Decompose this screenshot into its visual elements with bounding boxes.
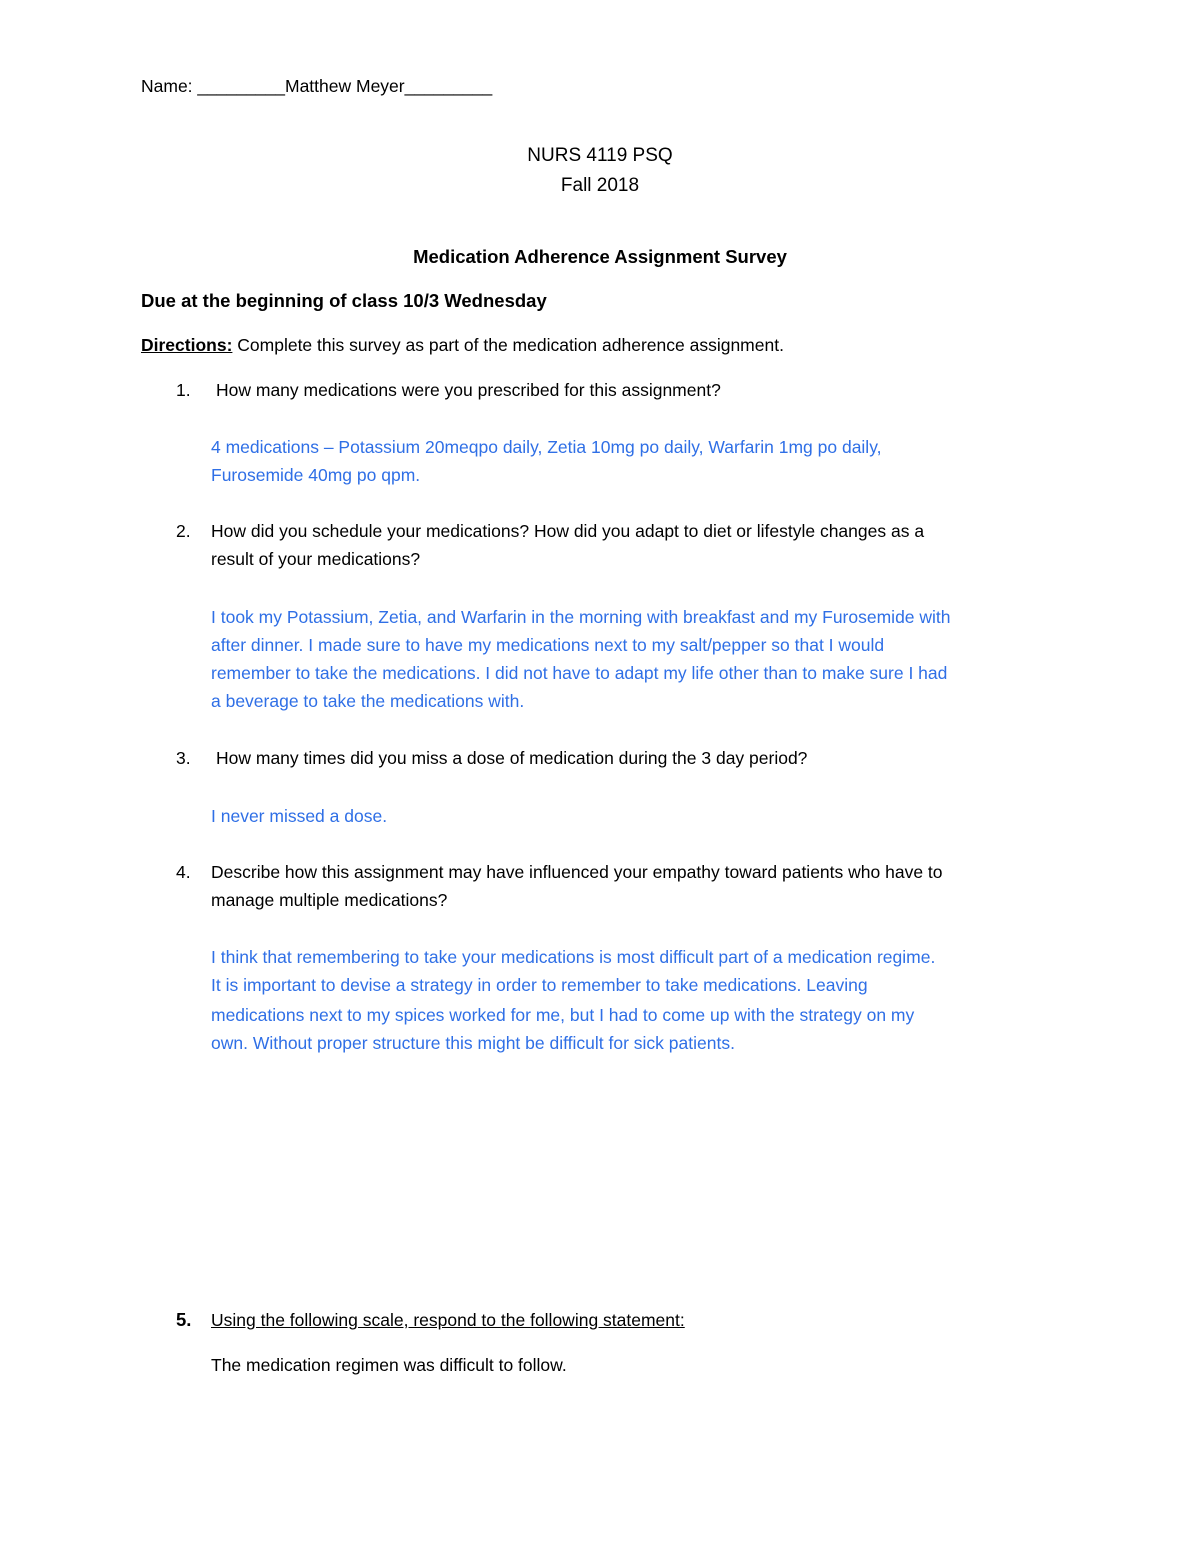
course-title: NURS 4119 PSQ <box>527 145 673 166</box>
answer-2-line-1: I took my Potassium, Zetia, and Warfarin in the morning with breakfast and my Furosemide with <box>211 607 951 627</box>
name-line <box>141 72 492 100</box>
statement-line: The medication regimen was difficult to follow. <box>211 1355 567 1375</box>
answer-4-line-3: medications next to my spices worked for me, but I had to come up with the strategy on my <box>211 1005 915 1025</box>
due-line: Due at the beginning of class 10/3 Wednesday <box>141 290 547 311</box>
answer-1-line-1: 4 medications – Potassium 20meqpo daily, Zetia 10mg po daily, Warfarin 1mg po daily, <box>211 437 882 457</box>
name-value: _________Matthew Meyer_________ <box>197 76 493 96</box>
answer-3-line-1: I never missed a dose. <box>211 806 388 826</box>
question-number-3: 3. <box>176 748 191 768</box>
question-2-line-1: How did you schedule your medications? How did you adapt to diet or lifestyle changes as a <box>211 521 925 541</box>
question-4-line-1: Describe how this assignment may have influenced your empathy toward patients who have to <box>211 862 943 882</box>
question-number-1: 1. <box>176 380 191 400</box>
directions-label: Directions: <box>141 335 233 355</box>
question-number-4: 4. <box>176 862 191 882</box>
answer-2-line-4: a beverage to take the medications with. <box>211 691 525 711</box>
survey-title: Medication Adherence Assignment Survey <box>413 246 787 267</box>
answer-4-line-4: own. Without proper structure this might be difficult for sick patients. <box>211 1033 735 1053</box>
question-number-5: 5. <box>176 1309 192 1330</box>
question-1-line-1: How many medications were you prescribed for this assignment? <box>216 380 721 400</box>
answer-2-line-2: after dinner. I made sure to have my medications next to my salt/pepper so that I would <box>211 635 885 655</box>
question-2-line-2: result of your medications? <box>211 549 421 569</box>
term-title: Fall 2018 <box>560 175 640 196</box>
name-label: Name: <box>141 76 198 96</box>
answer-1-line-2: Furosemide 40mg po qpm. <box>211 465 421 485</box>
directions-line <box>141 331 784 359</box>
question-3-line-1: How many times did you miss a dose of medication during the 3 day period? <box>216 748 808 768</box>
question-number-2: 2. <box>176 521 191 541</box>
question-4-line-2: manage multiple medications? <box>211 890 448 910</box>
answer-4-line-2: It is important to devise a strategy in order to remember to take medications. Leaving <box>211 975 868 995</box>
answer-2-line-3: remember to take the medications. I did not have to adapt my life other than to make sure I had <box>211 663 948 683</box>
directions-text: Complete this survey as part of the medication adherence assignment. <box>232 335 784 355</box>
question-5-line-1: Using the following scale, respond to the following statement: <box>211 1310 685 1330</box>
answer-4-line-1: I think that remembering to take your medications is most difficult part of a medication regime. <box>211 947 936 967</box>
